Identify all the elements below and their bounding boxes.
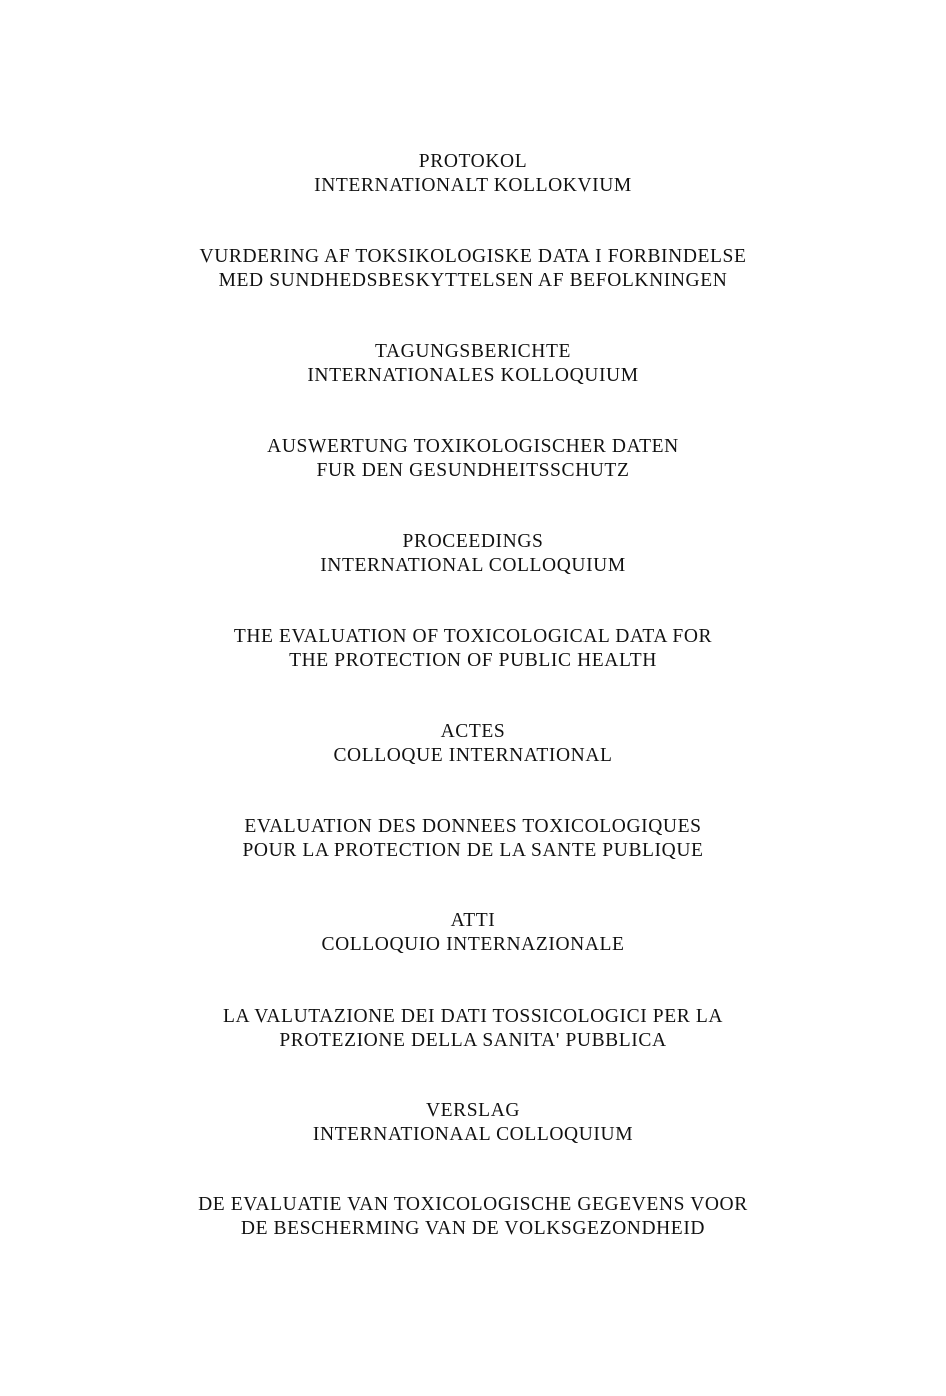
english-proceedings-heading — [0, 530, 946, 578]
title-line: PROTEZIONE DELLA SANITA' PUBBLICA — [279, 1030, 667, 1051]
heading-line: COLLOQUE INTERNATIONAL — [333, 745, 613, 766]
title-line: THE PROTECTION OF PUBLIC HEALTH — [289, 650, 657, 671]
heading-line: PROCEEDINGS — [402, 531, 544, 552]
danish-proceedings-heading — [0, 150, 946, 198]
title-line: AUSWERTUNG TOXIKOLOGISCHER DATEN — [267, 436, 679, 457]
title-line: MED SUNDHEDSBESKYTTELSEN AF BEFOLKNINGEN — [218, 270, 728, 291]
title-line: DE EVALUATIE VAN TOXICOLOGISCHE GEGEVENS VOOR — [198, 1194, 748, 1215]
heading-line: INTERNATIONALT KOLLOKVIUM — [314, 175, 632, 196]
heading-line: INTERNATIONALES KOLLOQUIUM — [307, 365, 639, 386]
german-title — [0, 435, 946, 483]
title-line: VURDERING AF TOKSIKOLOGISKE DATA I FORBINDELSE — [199, 246, 747, 267]
heading-line: VERSLAG — [425, 1100, 521, 1121]
heading-line: COLLOQUIO INTERNAZIONALE — [321, 934, 625, 955]
title-line: FUR DEN GESUNDHEITSSCHUTZ — [316, 460, 630, 481]
italian-proceedings-heading — [0, 909, 946, 957]
german-proceedings-heading — [0, 340, 946, 388]
dutch-proceedings-heading — [0, 1099, 946, 1147]
heading-line: ATTI — [450, 910, 496, 931]
heading-line: TAGUNGSBERICHTE — [375, 341, 571, 362]
french-title — [0, 815, 946, 863]
heading-line: ACTES — [440, 721, 506, 742]
danish-title — [0, 245, 946, 293]
title-line: DE BESCHERMING VAN DE VOLKSGEZONDHEID — [240, 1218, 706, 1239]
title-line: THE EVALUATION OF TOXICOLOGICAL DATA FOR — [233, 626, 713, 647]
heading-line: INTERNATIONAAL COLLOQUIUM — [312, 1124, 634, 1145]
dutch-title — [0, 1193, 946, 1241]
title-line: POUR LA PROTECTION DE LA SANTE PUBLIQUE — [242, 840, 704, 861]
italian-title — [0, 1005, 946, 1053]
title-line: LA VALUTAZIONE DEI DATI TOSSICOLOGICI PER LA — [222, 1006, 724, 1027]
title-line: EVALUATION DES DONNEES TOXICOLOGIQUES — [244, 816, 702, 837]
french-proceedings-heading — [0, 720, 946, 768]
english-title — [0, 625, 946, 673]
heading-line: PROTOKOL — [418, 151, 528, 172]
heading-line: INTERNATIONAL COLLOQUIUM — [320, 555, 626, 576]
